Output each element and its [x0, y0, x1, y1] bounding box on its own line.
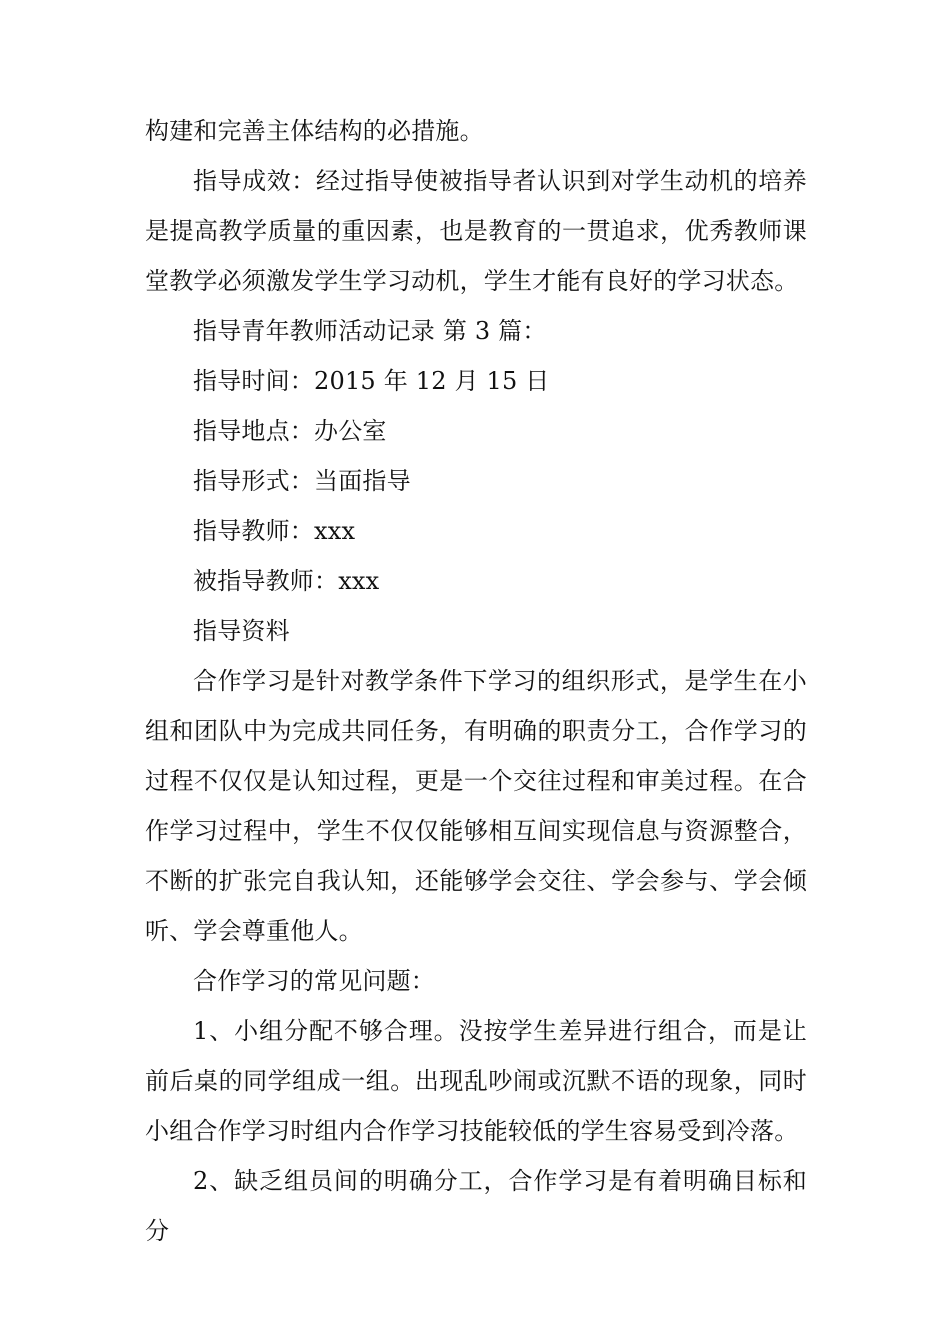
paragraph-guidance-effect: 指导成效：经过指导使被指导者认识到对学生动机的培养是提高教学质量的重因素，也是教育的一贯追求，优秀教师课堂教学必须激发学生学习动机，学生才能有良好的学习状态。: [145, 167, 807, 295]
guidance-format: 指导形式：当面指导: [193, 467, 411, 495]
guidance-time: 指导时间：2015 年 12 月 15 日: [193, 367, 550, 395]
paragraph-continuation: 构建和完善主体结构的必措施。: [145, 117, 484, 145]
paragraph-cooperative-learning: 合作学习是针对教学条件下学习的组织形式，是学生在小组和团队中为完成共同任务，有明确的职责分工，合作学习的过程不仅仅是认知过程，更是一个交往过程和审美过程。在合作学习过程中，学生不仅仅能够相互间实现信息与资源整合，不断的扩张完自我认知，还能够学会交往、学会参与、学会倾听、学会尊重他人。: [145, 667, 807, 945]
guidance-location: 指导地点：办公室: [193, 417, 387, 445]
guidance-teacher: 指导教师：xxx: [193, 517, 356, 545]
guided-teacher: 被指导教师：xxx: [193, 567, 380, 595]
common-problems-heading: 合作学习的常见问题：: [193, 967, 435, 995]
guidance-materials-heading: 指导资料: [193, 617, 290, 645]
record-heading: 指导青年教师活动记录 第 3 篇：: [193, 317, 547, 345]
document-body: [145, 106, 807, 1256]
problem-item-2: 2、缺乏组员间的明确分工，合作学习是有着明确目标和分: [145, 1167, 807, 1245]
problem-item-1: 1、小组分配不够合理。没按学生差异进行组合，而是让前后桌的同学组成一组。出现乱吵闹或沉默不语的现象，同时小组合作学习时组内合作学习技能较低的学生容易受到冷落。: [145, 1017, 807, 1145]
